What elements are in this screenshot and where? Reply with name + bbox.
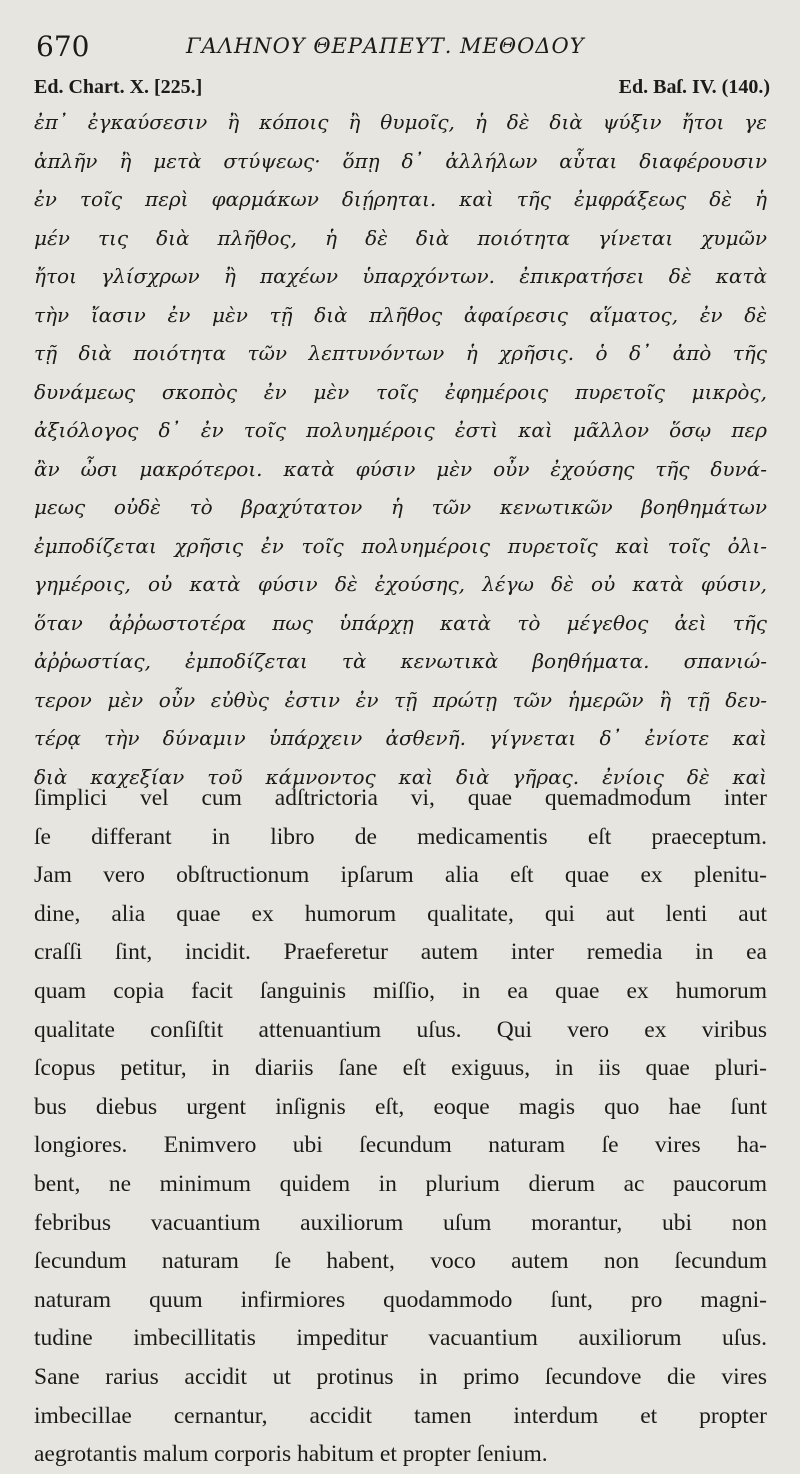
greek-line: τὴν ἴασιν ἐν μὲν τῇ διὰ πλῆθος ἀφαίρεσις αἵματος, ἐν δὲ <box>34 302 767 327</box>
latin-line: longiores. Enimvero ubi ſecundum naturam ſe vires ha- <box>34 1132 767 1159</box>
latin-line: bent, ne minimum quidem in plurium dierum ac paucorum <box>34 1170 767 1197</box>
latin-line: Jam vero obſtructionum ipſarum alia eſt quae ex plenitu- <box>34 862 767 889</box>
latin-line: craſſi ſint, incidit. Praeferetur autem inter remedia in ea <box>34 939 767 966</box>
greek-line: τῇ διὰ ποιότητα τῶν λεπτυνόντων ἡ χρῆσις. ὁ δ᾽ ἀπὸ τῆς <box>34 341 767 365</box>
greek-line: δυνάμεως σκοπὸς ἐν μὲν τοῖς ἐφημέροις πυρετοῖς μικρὸς, <box>34 379 767 404</box>
latin-line: naturam quum infirmiores quodammodo ſunt, pro magni- <box>34 1286 767 1313</box>
greek-line: ἐν τοῖς περὶ φαρμάκων διῄρηται. καὶ τῆς ἐμφράξεως δὲ ἡ <box>34 187 767 211</box>
greek-line: ἀῤῥωστίας, ἐμποδίζεται τὰ κενωτικὰ βοηθήματα. σπανιώ- <box>34 649 767 673</box>
latin-line: aegrotantis malum corporis habitum et propter ſenium. <box>34 1441 548 1468</box>
greek-line: ἀξιόλογος δ᾽ ἐν τοῖς πολυημέροις ἐστὶ καὶ μᾶλλον ὅσῳ περ <box>34 418 767 442</box>
latin-line: quam copia facit ſanguinis miſſio, in ea quae ex humorum <box>34 977 767 1004</box>
edition-basel: Ed. Baſ. IV. (140.) <box>618 76 770 98</box>
greek-line: μεως οὐδὲ τὸ βραχύτατον ἡ τῶν κενωτικῶν βοηθημάτων <box>34 495 767 519</box>
latin-line: ſecundum naturam ſe habent, voco autem non ſecundum <box>34 1248 767 1275</box>
latin-line: imbecillae cernantur, accidit tamen interdum et propter <box>34 1402 767 1429</box>
latin-line: qualitate conſiſtit attenuantium uſus. Qui vero ex viribus <box>34 1016 767 1043</box>
greek-line: ἤτοι γλίσχρων ἢ παχέων ὑπαρχόντων. ἐπικρατήσει δὲ κατὰ <box>34 264 767 288</box>
greek-line: τέρᾳ τὴν δύναμιν ὑπάρχειν ἀσθενῆ. γίγνεται δ᾽ ἐνίοτε καὶ <box>34 726 767 750</box>
latin-line: ſe differant in libro de medicamentis eſt praeceptum. <box>34 823 767 850</box>
greek-line: ἂν ὦσι μακρότεροι. κατὰ φύσιν μὲν οὖν ἐχούσης τῆς δυνά- <box>34 456 767 481</box>
page-header <box>36 30 770 64</box>
greek-line: γημέροις, οὐ κατὰ φύσιν δὲ ἐχούσης, λέγω δὲ οὐ κατὰ φύσιν, <box>34 572 767 596</box>
latin-line: ſimplici vel cum adſtrictoria vi, quae quemadmodum inter <box>34 785 767 811</box>
latin-line: febribus vacuantium auxiliorum uſum morantur, ubi non <box>34 1209 767 1236</box>
greek-line: ὅταν ἀῤῥωστοτέρα πως ὑπάρχῃ κατὰ τὸ μέγεθος ἀεὶ τῆς <box>34 610 767 635</box>
latin-line: tudine imbecillitatis impeditur vacuantium auxiliorum uſus. <box>34 1325 767 1352</box>
latin-text-block <box>34 779 767 1474</box>
greek-line: ἐπ᾽ ἐγκαύσεσιν ἢ κόποις ἢ θυμοῖς, ἡ δὲ διὰ ψύξιν ἤτοι γε <box>34 110 767 134</box>
edition-chartier: Ed. Chart. X. [225.] <box>34 76 203 98</box>
latin-line: bus diebus urgent inſignis eſt, eoque magis quo hae ſunt <box>34 1093 767 1120</box>
page-number: 670 <box>36 30 90 63</box>
latin-line: dine, alia quae ex humorum qualitate, qui aut lenti aut <box>34 900 767 927</box>
running-title: ΓΑΛΗΝΟΥ ΘΕΡΑΠΕΥΤ. ΜΕΘΟΔΟΥ <box>186 34 585 58</box>
greek-text-block <box>34 103 767 796</box>
edition-reference-line <box>34 76 770 102</box>
latin-line: Sane rarius accidit ut protinus in primo ſecundove die vires <box>34 1363 767 1390</box>
greek-line: ἁπλῆν ἢ μετὰ στύψεως· ὅπῃ δ᾽ ἀλλήλων αὗται διαφέρουσιν <box>34 148 767 173</box>
greek-line: τερον μὲν οὖν εὐθὺς ἐστιν ἐν τῇ πρώτῃ τῶν ἡμερῶν ἢ τῇ δευ- <box>34 687 767 712</box>
greek-line: μέν τις διὰ πλῆθος, ἡ δὲ διὰ ποιότητα γίνεται χυμῶν <box>34 225 767 250</box>
greek-line: διὰ καχεξίαν τοῦ κάμνοντος καὶ διὰ γῆρας. ἐνίοις δὲ καὶ <box>34 764 767 789</box>
latin-line: ſcopus petitur, in diariis ſane eſt exiguus, in iis quae pluri- <box>34 1055 767 1082</box>
greek-line: ἐμποδίζεται χρῆσις ἐν τοῖς πολυημέροις πυρετοῖς καὶ τοῖς ὀλι- <box>34 533 767 558</box>
